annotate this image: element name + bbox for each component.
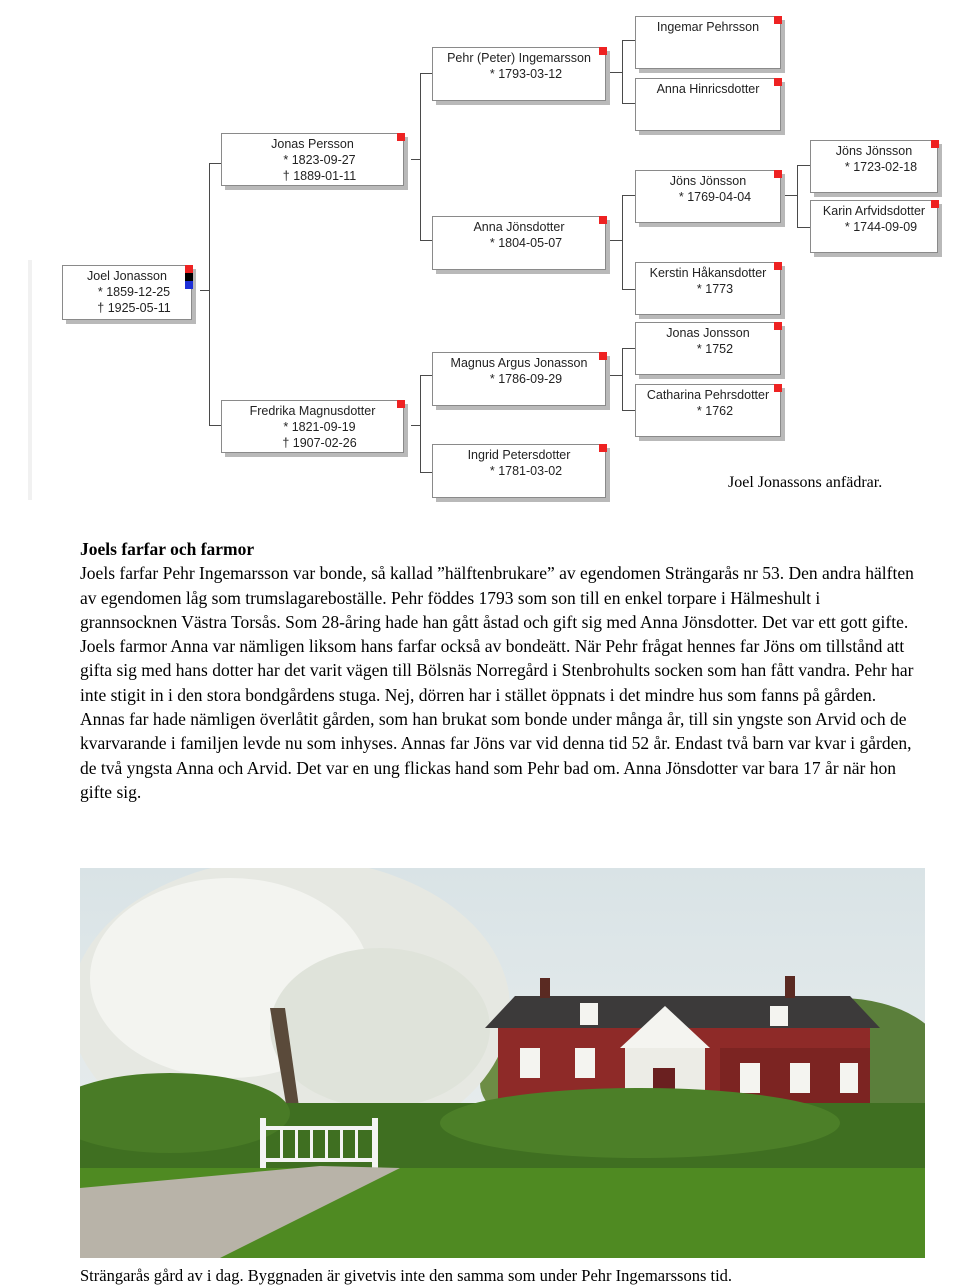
connector-to-anna-h [622,103,635,104]
birth-date: * 1786-09-29 [489,372,563,386]
window [790,1063,810,1093]
red-flag-icon [774,78,782,86]
birth-date: * 1762 [696,404,734,418]
death-date: † 1889-01-11 [282,169,357,183]
person-name: Catharina Pehrsdotter [646,388,770,402]
birth-date: * 1744-09-09 [844,220,918,234]
red-flag-icon [774,170,782,178]
article-section [80,537,920,804]
red-flag-icon [185,265,193,273]
connector-to-ingemar [622,40,635,41]
red-flag-icon [774,322,782,330]
window [520,1048,540,1078]
connector-jons1769-parents-vertical [797,165,798,227]
person-name: Jonas Jonsson [666,326,750,340]
person-box-ingemar[interactable] [635,16,781,69]
connector-to-anna [420,240,432,241]
connector-magnus-out [606,375,623,376]
connector-pehr-out [606,72,623,73]
red-flag-icon [931,200,939,208]
person-name: Joel Jonasson [87,269,167,283]
person-box-catharina[interactable] [635,384,781,437]
photo-caption: Strängarås gård av i dag. Byggnaden är givetvis inte den samma som under Pehr Ingemarssons tid. [80,1266,733,1285]
article-body: Joels farfar Pehr Ingemarsson var bonde, så kallad ”hälftenbrukare” av egendomen Strängarås nr 53. Den andra hälften av egendomen låg som trumslagareboställe. Pehr föddes 1793 som son till en enkel torpare i Hälmeshult i grannsocknen Västra Torsås. Som 28-åring hade han gått åstad och gift sig med Anna Jönsdotter. Det var ett gott gifte. Joels farmor Anna var nämligen liksom hans farfar också av bondeätt. När Pehr frågat hennes far Jöns om tillstånd att gifta sig med hans dotter har det varit vägen till Bölsnäs Norregård i Stenbrohults socken som han fått vandra. Pehr har inte stigit in i den stora bondgårdens stuga. Nej, dörren har i stället öppnats i det mindre hus som fanns på gården. Annas far hade nämligen överlåtit gården, som han brukat som bonde under många år, till sin yngste son Arvid och de kvarvarande i familjen levde nu som inhyses. Annas far Jöns var vid denna tid 52 år. Endast två barn var kvar i gården, de två yngsta Anna och Arvid. Det var en ung flickas hand som Pehr bad om. Anna Jönsdotter var bara 17 år när hon gifte sig. [80,563,914,802]
red-flag-icon [931,140,939,148]
birth-date: * 1821-09-19 [283,420,356,434]
person-name: Magnus Argus Jonasson [450,356,588,370]
chimney [540,978,550,998]
person-name: Jöns Jönsson [835,144,913,158]
person-box-jonas[interactable] [221,133,404,186]
person-name: Kerstin Håkansdotter [649,266,767,280]
person-box-karin[interactable] [810,200,938,253]
connector-jonas-parents-vertical [420,73,421,240]
birth-date: * 1804-05-07 [489,236,563,250]
connector-to-magnus [420,375,432,376]
person-box-kerstin[interactable] [635,262,781,315]
birth-date: * 1752 [696,342,734,356]
person-name: Ingemar Pehrsson [656,20,760,34]
connector-to-pehr [420,73,432,74]
tree-caption: Joel Jonassons anfädrar. [728,474,883,491]
farmhouse-photo [80,868,925,1258]
window [740,1063,760,1093]
red-flag-icon [397,133,405,141]
red-flag-icon [774,262,782,270]
person-box-jons1769[interactable] [635,170,781,223]
person-box-magnus[interactable] [432,352,606,406]
birth-date: * 1773 [696,282,734,296]
chimney [785,976,795,998]
red-flag-icon [599,444,607,452]
person-box-anna[interactable] [432,216,606,270]
person-box-fredrika[interactable] [221,400,404,453]
connector-jons1769-out [781,195,798,196]
window [575,1048,595,1078]
connector-to-jons1769 [622,195,635,196]
death-date: † 1925-05-11 [97,301,171,315]
person-box-pehr[interactable] [432,47,606,101]
red-flag-icon [599,47,607,55]
blossom-tree [270,948,490,1108]
birth-date: * 1781-03-02 [489,464,563,478]
connector-to-fredrika [209,425,221,426]
connector-magnus-parents-vertical [622,348,623,410]
birth-date: * 1859-12-25 [97,285,171,299]
connector-to-jonas [209,163,221,164]
death-date: † 1907-02-26 [282,436,357,450]
person-name: Karin Arfvidsdotter [822,204,926,218]
person-box-jons1723[interactable] [810,140,938,193]
dormer-window [770,1006,788,1026]
connector-to-kerstin [622,289,635,290]
family-tree [0,0,960,510]
person-box-joel[interactable] [62,265,192,320]
person-box-anna-h[interactable] [635,78,781,131]
person-name: Fredrika Magnusdotter [249,404,376,418]
birth-date: * 1723-02-18 [844,160,918,174]
connector-anna-out [606,240,623,241]
connector-to-catharina [622,410,635,411]
person-box-jonasj[interactable] [635,322,781,375]
connector-to-jonasj [622,348,635,349]
red-flag-icon [599,352,607,360]
connector-joel-parents-vertical [209,163,210,425]
section-heading: Joels farfar och farmor [80,539,255,559]
window [840,1063,858,1093]
red-flag-icon [599,216,607,224]
connector-fredrika-parents-vertical [420,375,421,472]
person-name: Jöns Jönsson [669,174,747,188]
blue-flag-icon [185,281,193,289]
person-name: Jonas Persson [271,137,354,151]
person-name: Anna Hinricsdotter [656,82,760,96]
dormer-window [580,1003,598,1025]
red-flag-icon [774,384,782,392]
person-name: Pehr (Peter) Ingemarsson [447,51,591,65]
person-name: Anna Jönsdotter [473,220,565,234]
hedge [440,1088,840,1158]
red-flag-icon [397,400,405,408]
connector-to-karin [797,227,810,228]
connector-to-ingrid [420,472,432,473]
connector-to-jons1723 [797,165,810,166]
birth-date: * 1793-03-12 [489,67,563,81]
birth-date: * 1769-04-04 [678,190,752,204]
connector-anna-parents-vertical [622,195,623,289]
red-flag-icon [774,16,782,24]
person-name: Ingrid Petersdotter [467,448,571,462]
birth-date: * 1823-09-27 [283,153,356,167]
connector-pehr-parents-vertical [622,40,623,103]
person-box-ingrid[interactable] [432,444,606,498]
black-flag-icon [185,273,193,281]
